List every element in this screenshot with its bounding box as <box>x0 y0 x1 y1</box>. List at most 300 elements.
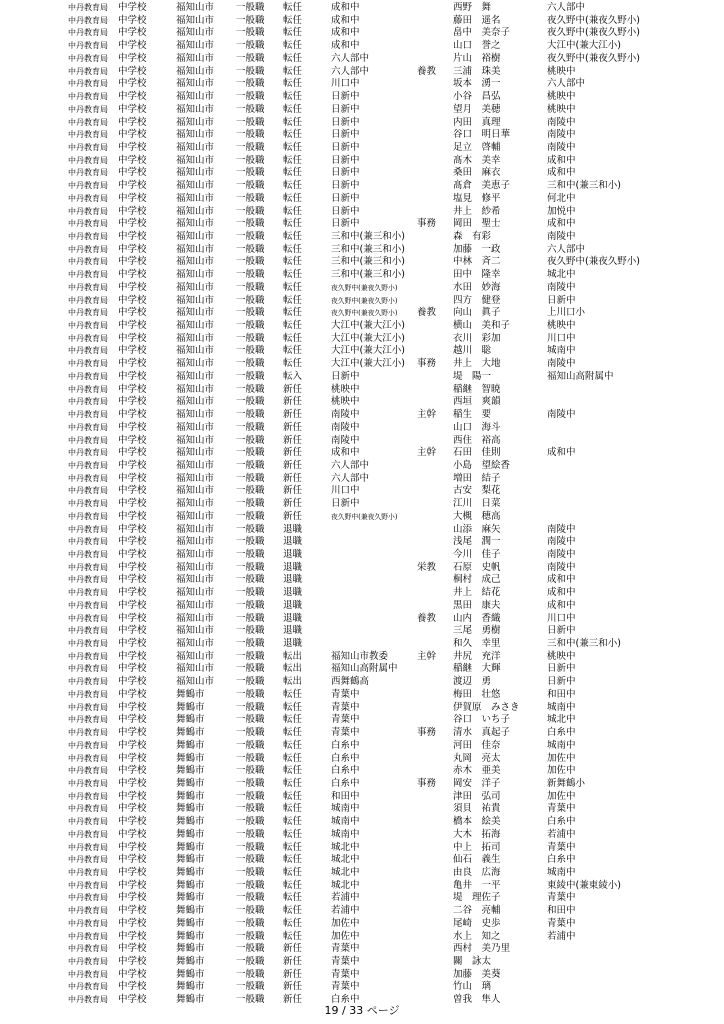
category-cell: 一般職 <box>236 256 265 268</box>
level-cell: 中学校 <box>118 663 147 675</box>
name-cell: 仙石 義生 <box>453 854 501 866</box>
category-cell: 一般職 <box>236 40 265 52</box>
position-cell: 主幹 <box>417 650 437 662</box>
city-cell: 福知山市 <box>176 256 215 268</box>
city-cell: 舞鶴市 <box>176 714 205 726</box>
name-cell: 江川 日菜 <box>453 498 501 510</box>
level-cell: 中学校 <box>118 714 147 726</box>
level-cell: 中学校 <box>118 307 147 319</box>
category-cell: 一般職 <box>236 307 265 319</box>
table-row <box>0 549 724 561</box>
action-cell: 転任 <box>283 345 303 357</box>
action-cell: 転任 <box>283 141 303 153</box>
action-cell: 転任 <box>283 231 303 242</box>
table-row <box>0 536 724 548</box>
name-cell: 丸岡 亮太 <box>453 752 501 764</box>
table-row <box>0 981 724 993</box>
city-cell: 福知山市 <box>176 650 215 662</box>
category-cell: 一般職 <box>236 78 265 90</box>
level-cell: 中学校 <box>118 790 147 802</box>
new-post-cell: 若浦中 <box>331 905 360 917</box>
new-post-cell: 白糸中 <box>331 765 360 777</box>
org-cell: 中丹教育局 <box>68 15 108 25</box>
previous-post-cell: 桃映中 <box>547 650 576 662</box>
previous-post-cell: 若浦中 <box>547 828 576 840</box>
table-row <box>0 663 724 675</box>
org-cell: 中丹教育局 <box>68 371 108 381</box>
name-cell: 小島 望絵香 <box>453 459 511 471</box>
category-cell: 一般職 <box>236 345 265 357</box>
level-cell: 中学校 <box>118 294 147 306</box>
table-row <box>0 282 724 294</box>
category-cell: 一般職 <box>236 27 265 39</box>
previous-post-cell: 城南中 <box>547 739 576 751</box>
previous-post-cell: 夜久野中(兼夜久野小) <box>547 52 640 64</box>
category-cell: 一般職 <box>236 854 265 866</box>
table-row <box>0 142 724 154</box>
action-cell: 新任 <box>283 968 303 980</box>
table-row <box>0 2 724 14</box>
org-cell: 中丹教育局 <box>68 3 108 12</box>
category-cell: 一般職 <box>236 498 265 510</box>
city-cell: 福知山市 <box>176 180 215 192</box>
name-cell: 梅田 壮悠 <box>453 688 501 700</box>
org-cell: 中丹教育局 <box>68 244 108 254</box>
name-cell: 中上 拓司 <box>453 841 501 853</box>
action-cell: 転出 <box>283 650 303 662</box>
name-cell: 桑田 麻衣 <box>453 167 501 179</box>
category-cell: 一般職 <box>236 879 265 891</box>
name-cell: 田中 隆幸 <box>453 269 501 281</box>
level-cell: 中学校 <box>118 65 147 77</box>
previous-post-cell: 南陵中 <box>547 129 576 141</box>
level-cell: 中学校 <box>118 2 147 13</box>
action-cell: 転任 <box>283 180 303 192</box>
city-cell: 福知山市 <box>176 587 215 599</box>
category-cell: 一般職 <box>236 752 265 764</box>
previous-post-cell: 加悦中 <box>547 205 576 217</box>
category-cell: 一般職 <box>236 663 265 675</box>
org-cell: 中丹教育局 <box>68 257 108 267</box>
city-cell: 福知山市 <box>176 231 215 242</box>
name-cell: 髙倉 美恵子 <box>453 180 511 192</box>
previous-post-cell: 六人部中 <box>547 78 586 90</box>
previous-post-cell: 城南中 <box>547 701 576 713</box>
previous-post-cell: 和田中 <box>547 688 576 700</box>
org-cell: 中丹教育局 <box>68 219 108 229</box>
table-row <box>0 829 724 841</box>
table-row <box>0 753 724 765</box>
org-cell: 中丹教育局 <box>68 575 108 585</box>
action-cell: 新任 <box>283 472 303 484</box>
city-cell: 福知山市 <box>176 269 215 281</box>
level-cell: 中学校 <box>118 574 147 586</box>
action-cell: 転任 <box>283 752 303 764</box>
name-cell: 山内 香織 <box>453 612 501 624</box>
city-cell: 舞鶴市 <box>176 752 205 764</box>
name-cell: 二谷 亮輔 <box>453 905 501 917</box>
previous-post-cell: 新舞鶴小 <box>547 777 586 789</box>
name-cell: 小谷 昌弘 <box>453 91 501 102</box>
city-cell: 福知山市 <box>176 218 215 230</box>
category-cell: 一般職 <box>236 447 265 459</box>
name-cell: 稲継 大輝 <box>453 663 501 675</box>
org-cell: 中丹教育局 <box>68 868 108 877</box>
city-cell: 舞鶴市 <box>176 790 205 802</box>
org-cell: 中丹教育局 <box>68 600 108 610</box>
org-cell: 中丹教育局 <box>68 664 108 674</box>
new-post-cell: 大江中(兼大江小) <box>331 358 405 370</box>
category-cell: 一般職 <box>236 841 265 853</box>
name-cell: 亀井 一平 <box>453 879 501 891</box>
level-cell: 中学校 <box>118 332 147 344</box>
org-cell: 中丹教育局 <box>68 53 108 63</box>
org-cell: 中丹教育局 <box>68 944 108 954</box>
category-cell: 一般職 <box>236 892 265 904</box>
table-row <box>0 345 724 357</box>
previous-post-cell: 南陵中 <box>547 116 576 128</box>
org-cell: 中丹教育局 <box>68 982 108 992</box>
city-cell: 舞鶴市 <box>176 981 205 993</box>
new-post-cell: 桃映中 <box>331 396 360 408</box>
org-cell: 中丹教育局 <box>68 473 108 483</box>
category-cell: 一般職 <box>236 281 265 293</box>
category-cell: 一般職 <box>236 294 265 306</box>
action-cell: 転任 <box>283 905 303 917</box>
table-row <box>0 931 724 943</box>
table-row <box>0 269 724 281</box>
table-row <box>0 244 724 256</box>
level-cell: 中学校 <box>118 167 147 179</box>
category-cell: 一般職 <box>236 803 265 815</box>
new-post-cell: 城南中 <box>331 803 360 815</box>
new-post-cell: 川口中 <box>331 78 360 90</box>
new-post-cell: 成和中 <box>331 447 360 459</box>
level-cell: 中学校 <box>118 879 147 891</box>
category-cell: 一般職 <box>236 320 265 331</box>
table-row <box>0 892 724 904</box>
name-cell: 黒田 康夫 <box>453 599 501 611</box>
org-cell: 中丹教育局 <box>68 842 108 852</box>
org-cell: 中丹教育局 <box>68 308 108 318</box>
action-cell: 退職 <box>283 612 303 624</box>
action-cell: 転任 <box>283 816 303 828</box>
org-cell: 中丹教育局 <box>68 689 108 699</box>
previous-post-cell: 南陵中 <box>547 281 576 293</box>
level-cell: 中学校 <box>118 40 147 52</box>
action-cell: 退職 <box>283 549 303 560</box>
level-cell: 中学校 <box>118 968 147 980</box>
city-cell: 福知山市 <box>176 625 215 637</box>
new-post-cell: 成和中 <box>331 2 360 13</box>
level-cell: 中学校 <box>118 727 147 738</box>
level-cell: 中学校 <box>118 498 147 510</box>
previous-post-cell: 白糸中 <box>547 816 576 828</box>
city-cell: 福知山市 <box>176 65 215 77</box>
new-post-cell: 六人部中 <box>331 65 370 77</box>
category-cell: 一般職 <box>236 52 265 64</box>
city-cell: 福知山市 <box>176 205 215 217</box>
new-post-cell: 大江中(兼大江小) <box>331 345 405 357</box>
action-cell: 転任 <box>283 154 303 166</box>
new-post-cell: 城北中 <box>331 841 360 853</box>
level-cell: 中学校 <box>118 129 147 141</box>
table-row <box>0 638 724 650</box>
action-cell: 新任 <box>283 421 303 433</box>
action-cell: 新任 <box>283 981 303 993</box>
action-cell: 転入 <box>283 370 303 382</box>
page-number: 19 / 33 ページ <box>324 1004 400 1017</box>
org-cell: 中丹教育局 <box>68 639 108 648</box>
category-cell: 一般職 <box>236 192 265 204</box>
category-cell: 一般職 <box>236 816 265 828</box>
previous-post-cell: 日新中 <box>547 676 576 688</box>
category-cell: 一般職 <box>236 638 265 649</box>
action-cell: 新任 <box>283 383 303 395</box>
city-cell: 舞鶴市 <box>176 917 205 929</box>
org-cell: 中丹教育局 <box>68 550 108 559</box>
name-cell: 加藤 美葵 <box>453 968 501 980</box>
table-row <box>0 803 724 815</box>
previous-post-cell: 成和中 <box>547 218 576 230</box>
level-cell: 中学校 <box>118 905 147 917</box>
city-cell: 福知山市 <box>176 485 215 497</box>
table-row <box>0 727 724 739</box>
table-row <box>0 969 724 981</box>
city-cell: 福知山市 <box>176 549 215 560</box>
city-cell: 福知山市 <box>176 523 215 535</box>
level-cell: 中学校 <box>118 409 147 420</box>
position-cell: 事務 <box>417 777 437 789</box>
org-cell: 中丹教育局 <box>68 155 108 165</box>
action-cell: 新任 <box>283 510 303 522</box>
category-cell: 一般職 <box>236 587 265 599</box>
new-post-cell: 日新中 <box>331 192 360 204</box>
level-cell: 中学校 <box>118 180 147 192</box>
org-cell: 中丹教育局 <box>68 104 108 114</box>
name-cell: 岡田 聖士 <box>453 218 501 230</box>
previous-post-cell: 青葉中 <box>547 917 576 929</box>
category-cell: 一般職 <box>236 218 265 230</box>
name-cell: 大槻 穂高 <box>453 510 501 522</box>
new-post-cell: 大江中(兼大江小) <box>331 320 405 331</box>
city-cell: 舞鶴市 <box>176 905 205 917</box>
name-cell: 西垣 爽韻 <box>453 396 501 408</box>
action-cell: 転任 <box>283 867 303 878</box>
level-cell: 中学校 <box>118 141 147 153</box>
org-cell: 中丹教育局 <box>68 117 108 127</box>
category-cell: 一般職 <box>236 612 265 624</box>
category-cell: 一般職 <box>236 396 265 408</box>
city-cell: 福知山市 <box>176 141 215 153</box>
name-cell: 森 有彩 <box>453 231 492 242</box>
new-post-cell: 城北中 <box>331 867 360 878</box>
category-cell: 一般職 <box>236 421 265 433</box>
new-post-cell: 夜久野中(兼夜久野小) <box>331 512 398 521</box>
new-post-cell: 南陵中 <box>331 409 360 420</box>
new-post-cell: 夜久野中(兼夜久野小) <box>331 296 398 305</box>
new-post-cell: 日新中 <box>331 180 360 192</box>
new-post-cell: 成和中 <box>331 14 360 26</box>
action-cell: 転任 <box>283 320 303 331</box>
org-cell: 中丹教育局 <box>68 66 108 76</box>
table-row <box>0 524 724 536</box>
previous-post-cell: 夜久野中(兼夜久野小) <box>547 27 640 39</box>
category-cell: 一般職 <box>236 625 265 637</box>
table-row <box>0 702 724 714</box>
city-cell: 福知山市 <box>176 498 215 510</box>
name-cell: 三浦 珠美 <box>453 65 501 77</box>
previous-post-cell: 南陵中 <box>547 523 576 535</box>
action-cell: 転任 <box>283 129 303 141</box>
action-cell: 新任 <box>283 498 303 510</box>
org-cell: 中丹教育局 <box>68 588 108 598</box>
previous-post-cell: 日新中 <box>547 663 576 675</box>
category-cell: 一般職 <box>236 739 265 751</box>
previous-post-cell: 成和中 <box>547 587 576 599</box>
city-cell: 福知山市 <box>176 676 215 688</box>
new-post-cell: 南陵中 <box>331 434 360 446</box>
name-cell: 古安 梨花 <box>453 485 501 497</box>
city-cell: 舞鶴市 <box>176 727 205 738</box>
previous-post-cell: 夜久野中(兼夜久野小) <box>547 256 640 268</box>
org-cell: 中丹教育局 <box>68 855 108 865</box>
table-row <box>0 854 724 866</box>
previous-post-cell: 城南中 <box>547 867 576 878</box>
table-row <box>0 956 724 968</box>
city-cell: 舞鶴市 <box>176 841 205 853</box>
city-cell: 福知山市 <box>176 307 215 319</box>
new-post-cell: 日新中 <box>331 167 360 179</box>
previous-post-cell: 東綾中(兼東綾小) <box>547 879 621 891</box>
name-cell: 清水 真起子 <box>453 727 511 738</box>
name-cell: 尾崎 史歩 <box>453 917 501 929</box>
level-cell: 中学校 <box>118 956 147 967</box>
new-post-cell: 加佐中 <box>331 930 360 942</box>
previous-post-cell: 桃映中 <box>547 65 576 77</box>
name-cell: 西住 裕高 <box>453 434 501 446</box>
name-cell: 大木 拓海 <box>453 828 501 840</box>
category-cell: 一般職 <box>236 777 265 789</box>
previous-post-cell: 加佐中 <box>547 752 576 764</box>
previous-post-cell: 大江中(兼大江小) <box>547 40 621 52</box>
previous-post-cell: 城北中 <box>547 269 576 281</box>
level-cell: 中学校 <box>118 917 147 929</box>
action-cell: 新任 <box>283 943 303 955</box>
category-cell: 一般職 <box>236 14 265 26</box>
city-cell: 福知山市 <box>176 281 215 293</box>
new-post-cell: 川口中 <box>331 485 360 497</box>
table-row <box>0 765 724 777</box>
level-cell: 中学校 <box>118 78 147 90</box>
level-cell: 中学校 <box>118 867 147 878</box>
table-row <box>0 307 724 319</box>
category-cell: 一般職 <box>236 574 265 586</box>
level-cell: 中学校 <box>118 218 147 230</box>
action-cell: 転任 <box>283 307 303 319</box>
previous-post-cell: 和田中 <box>547 905 576 917</box>
org-cell: 中丹教育局 <box>68 753 108 763</box>
org-cell: 中丹教育局 <box>68 79 108 89</box>
category-cell: 一般職 <box>236 930 265 942</box>
city-cell: 福知山市 <box>176 599 215 611</box>
name-cell: 横山 美和子 <box>453 320 511 331</box>
action-cell: 新任 <box>283 447 303 459</box>
level-cell: 中学校 <box>118 752 147 764</box>
name-cell: 衣川 彩加 <box>453 332 501 344</box>
city-cell: 福知山市 <box>176 243 215 255</box>
table-row <box>0 574 724 586</box>
name-cell: 畠中 美奈子 <box>453 27 511 39</box>
city-cell: 福知山市 <box>176 14 215 26</box>
city-cell: 福知山市 <box>176 510 215 522</box>
action-cell: 転任 <box>283 27 303 39</box>
new-post-cell: 六人部中 <box>331 472 370 484</box>
city-cell: 舞鶴市 <box>176 739 205 751</box>
level-cell: 中学校 <box>118 345 147 357</box>
level-cell: 中学校 <box>118 803 147 815</box>
level-cell: 中学校 <box>118 52 147 64</box>
city-cell: 舞鶴市 <box>176 956 205 967</box>
table-row <box>0 435 724 447</box>
name-cell: 井上 紗希 <box>453 205 501 217</box>
category-cell: 一般職 <box>236 129 265 141</box>
table-row <box>0 460 724 472</box>
previous-post-cell: 南陵中 <box>547 536 576 548</box>
action-cell: 転任 <box>283 294 303 306</box>
org-cell: 中丹教育局 <box>68 422 108 432</box>
table-row <box>0 384 724 396</box>
previous-post-cell: 城南中 <box>547 345 576 357</box>
action-cell: 転任 <box>283 116 303 128</box>
org-cell: 中丹教育局 <box>68 537 108 547</box>
org-cell: 中丹教育局 <box>68 969 108 979</box>
name-cell: 藤田 遥名 <box>453 14 501 26</box>
level-cell: 中学校 <box>118 383 147 395</box>
org-cell: 中丹教育局 <box>68 397 108 407</box>
table-row <box>0 15 724 27</box>
city-cell: 福知山市 <box>176 294 215 306</box>
action-cell: 転任 <box>283 65 303 77</box>
action-cell: 転任 <box>283 828 303 840</box>
table-row <box>0 880 724 892</box>
level-cell: 中学校 <box>118 91 147 102</box>
level-cell: 中学校 <box>118 599 147 611</box>
category-cell: 一般職 <box>236 994 265 1006</box>
name-cell: 谷口 いち子 <box>453 714 511 726</box>
category-cell: 一般職 <box>236 205 265 217</box>
name-cell: 西野 舞 <box>453 2 492 13</box>
action-cell: 転任 <box>283 917 303 929</box>
level-cell: 中学校 <box>118 320 147 331</box>
action-cell: 転任 <box>283 52 303 64</box>
category-cell: 一般職 <box>236 917 265 929</box>
previous-post-cell: 何北中 <box>547 192 576 204</box>
category-cell: 一般職 <box>236 828 265 840</box>
name-cell: 堤 陽一 <box>453 370 492 382</box>
level-cell: 中学校 <box>118 192 147 204</box>
table-row <box>0 918 724 930</box>
org-cell: 中丹教育局 <box>68 817 108 827</box>
city-cell: 福知山市 <box>176 574 215 586</box>
category-cell: 一般職 <box>236 561 265 573</box>
name-cell: 坂本 湧一 <box>453 78 501 90</box>
category-cell: 一般職 <box>236 472 265 484</box>
table-row <box>0 409 724 421</box>
org-cell: 中丹教育局 <box>68 142 108 152</box>
action-cell: 転任 <box>283 2 303 13</box>
city-cell: 福知山市 <box>176 459 215 471</box>
